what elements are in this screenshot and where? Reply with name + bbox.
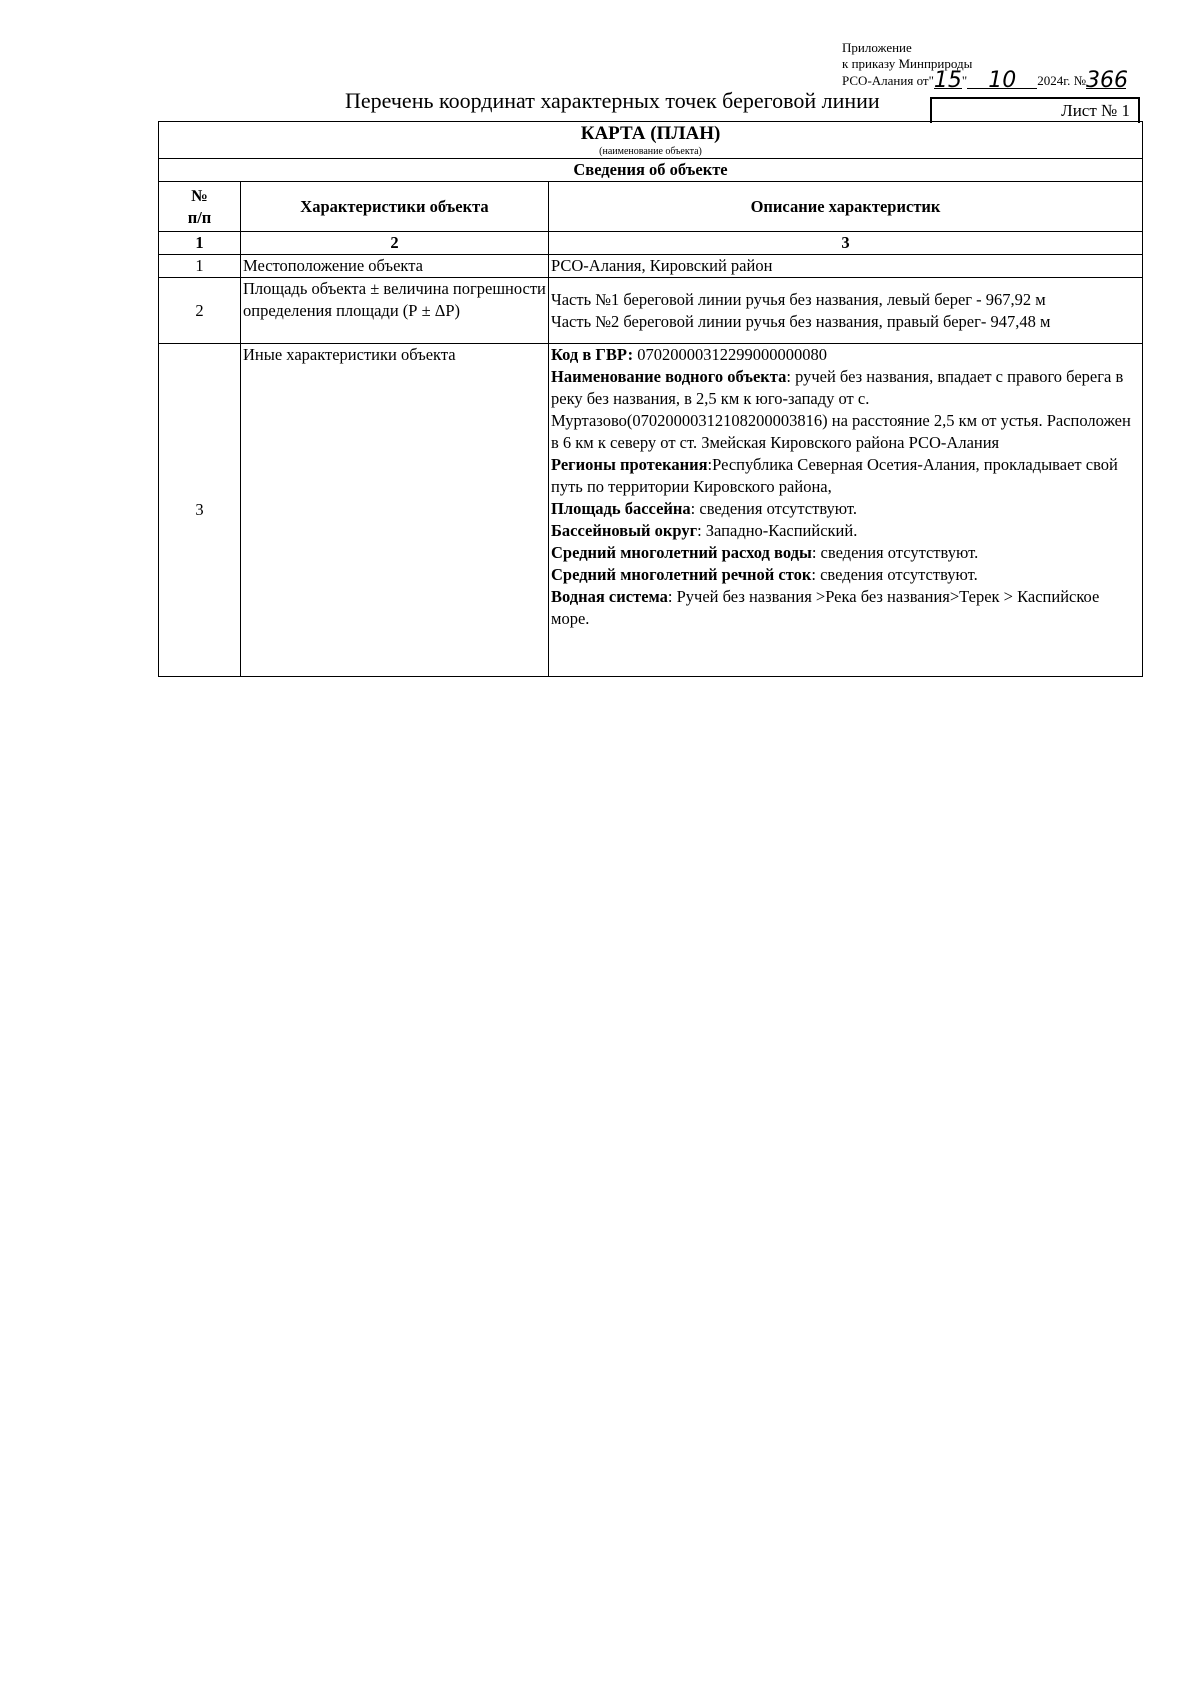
col-index-3: 3 (549, 232, 1143, 255)
regions-label: Регионы протекания (551, 455, 708, 474)
gvr-label: Код в ГВР: (551, 345, 634, 364)
appendix-block (842, 40, 1172, 93)
appendix-quote-close: " (961, 73, 968, 88)
row-description (549, 344, 1143, 677)
col-header-description: Описание характеристик (549, 182, 1143, 232)
row-characteristic: Иные характеристики объекта (241, 344, 549, 677)
col-index-1: 1 (159, 232, 241, 255)
row-number: 1 (159, 255, 241, 278)
appendix-order-prefix: РСО-Алания от" (842, 73, 934, 88)
table-row (159, 255, 1143, 278)
water-system (551, 586, 1140, 630)
document-title: Перечень координат характерных точек береговой линии (345, 88, 880, 113)
row-description (549, 278, 1143, 344)
river-runoff-label: Средний многолетний речной сток (551, 565, 812, 584)
water-flow-value: : сведения отсутствуют. (811, 543, 979, 562)
water-flow (551, 542, 1140, 564)
table-header-cell (159, 122, 1143, 159)
section-title: Сведения об объекте (159, 159, 1143, 182)
object-info-table (158, 121, 1143, 677)
water-system-value: : Ручей без названия >Река без названия>Терек > Каспийское море. (551, 587, 1100, 628)
section-row (159, 159, 1143, 182)
row-characteristic: Площадь объекта ± величина погрешности определения площади (Р ± ΔР) (241, 278, 549, 344)
basin-district-label: Бассейновый округ (551, 521, 698, 540)
gvr-code (551, 344, 1140, 366)
table-row (159, 278, 1143, 344)
handwritten-number: 366 (1085, 68, 1128, 93)
shoreline-part-1: Часть №1 береговой линии ручья без названия, левый берег - 967,92 м (551, 289, 1046, 309)
sheet-number: Лист № 1 (930, 97, 1140, 123)
water-flow-label: Средний многолетний расход воды (551, 543, 812, 562)
column-header-row (159, 182, 1143, 232)
row-description: РСО-Алания, Кировский район (549, 255, 1143, 278)
table-header-row (159, 122, 1143, 159)
river-runoff (551, 564, 1140, 586)
row-number: 3 (159, 344, 241, 677)
col-header-num-pp: п/п (187, 207, 212, 227)
basin-area-value: : сведения отсутствуют. (690, 499, 858, 518)
appendix-line-1: Приложение (842, 40, 912, 55)
table-row (159, 344, 1143, 677)
basin-district (551, 520, 1140, 542)
handwritten-month: 10 (988, 68, 1017, 93)
regions-value: :Республика Северная Осетия-Алания, прокладывает свой путь по территории Кировского района, (551, 455, 1118, 496)
table-title: КАРТА (ПЛАН) (580, 123, 721, 144)
col-header-num (159, 182, 241, 232)
appendix-year: 2024г. № (1037, 73, 1086, 88)
water-object-value: : ручей без названия, впадает с правого берега в реку без названия, в 2,5 км к юго-западу от с. Муртазово(07020000312108200003816) на расстояние 2,5 км от устья. Расположен в 6 км к северу от ст. Змейская Кировского района РСО-Алания (551, 367, 1131, 452)
shoreline-part-2: Часть №2 береговой линии ручья без названия, правый берег- 947,48 м (551, 311, 1051, 331)
basin-area-label: Площадь бассейна (551, 499, 691, 518)
appendix-line-3 (842, 68, 1172, 93)
col-index-2: 2 (241, 232, 549, 255)
river-runoff-value: : сведения отсутствуют. (811, 565, 978, 584)
gvr-value: 07020000312299000000080 (633, 345, 827, 364)
row-number: 2 (159, 278, 241, 344)
handwritten-day: 15 (933, 68, 962, 93)
flow-regions (551, 454, 1140, 498)
table-subtitle: (наименование объекта) (599, 146, 702, 157)
col-header-num-sign: № (191, 185, 208, 205)
basin-area (551, 498, 1140, 520)
basin-district-value: : Западно-Каспийский. (697, 521, 858, 540)
water-object-name (551, 366, 1140, 454)
appendix-line-2: к приказу Минприроды (842, 56, 973, 71)
water-object-label: Наименование водного объекта (551, 367, 787, 386)
row-characteristic: Местоположение объекта (241, 255, 549, 278)
column-index-row (159, 232, 1143, 255)
water-system-label: Водная система (551, 587, 668, 606)
col-header-characteristics: Характеристики объекта (241, 182, 549, 232)
